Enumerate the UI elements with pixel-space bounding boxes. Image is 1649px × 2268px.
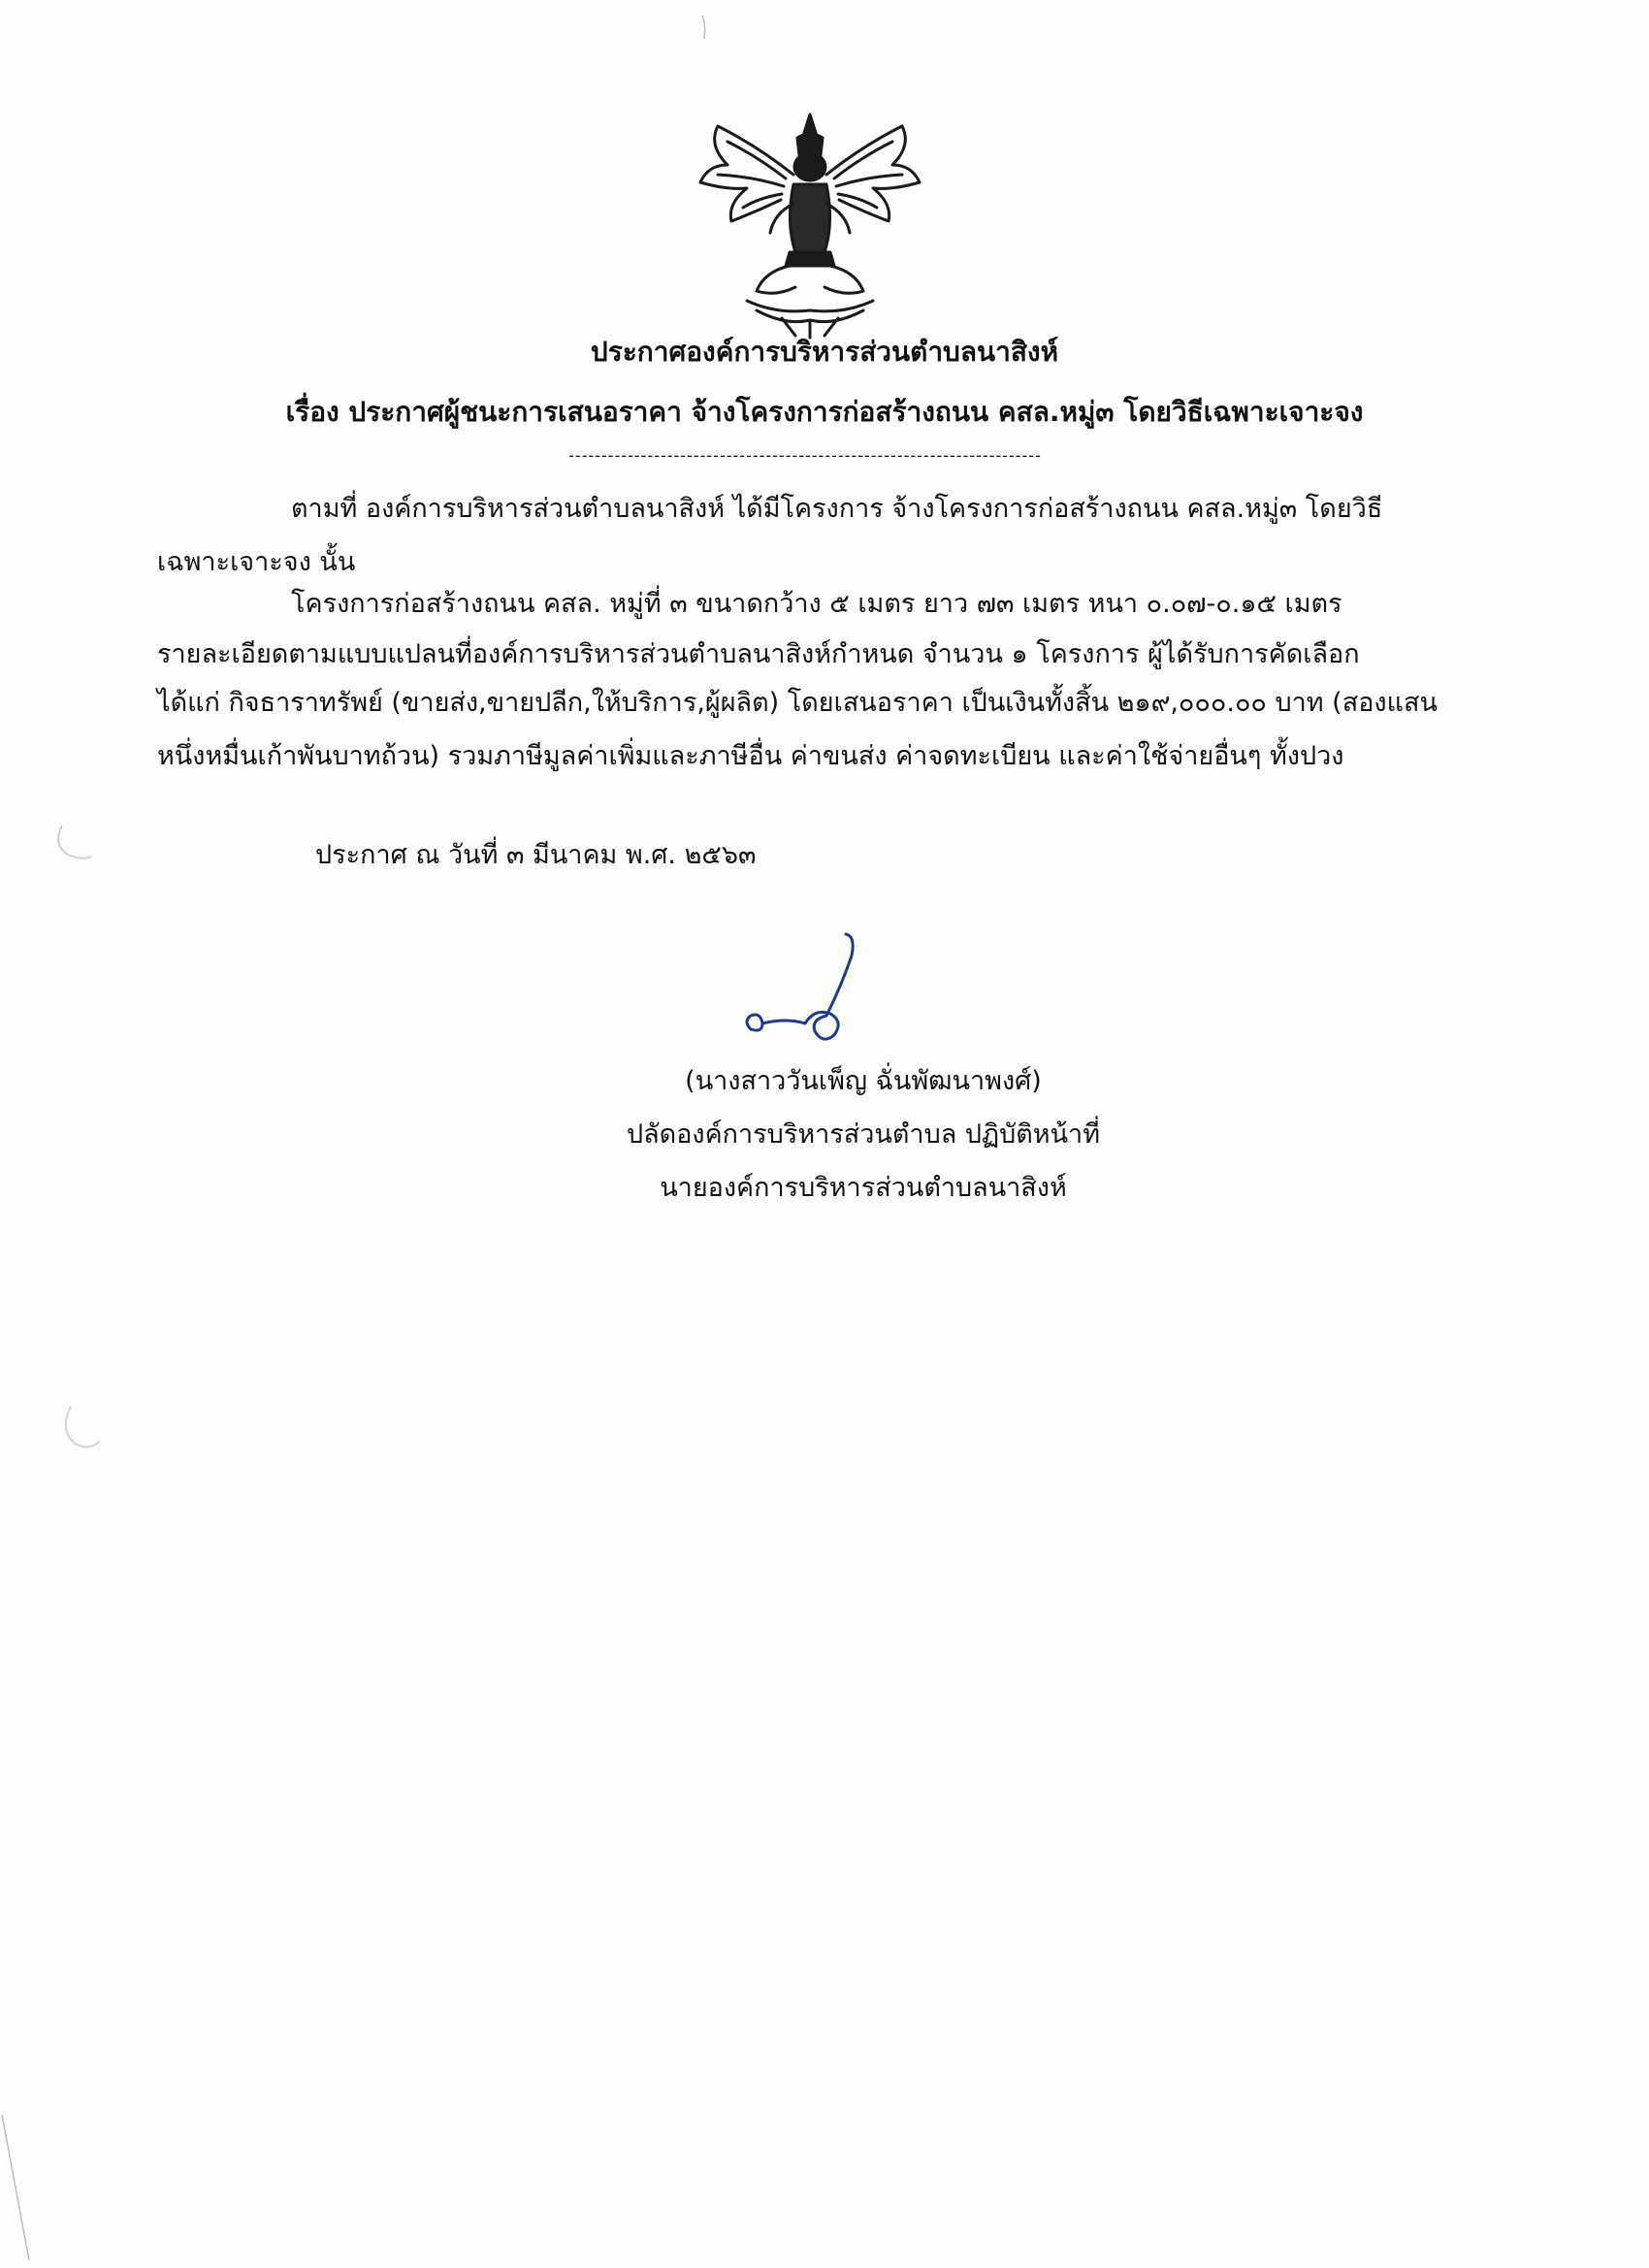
handwritten-signature-icon bbox=[737, 926, 883, 1053]
paragraph-2-line-1: โครงการก่อสร้างถนน คสล. หมู่ที่ ๓ ขนาดกว้าง ๕ เมตร ยาว ๗๓ เมตร หนา ๐.๐๗-๐.๑๕ เมตร bbox=[291, 589, 1342, 619]
paragraph-2-line-3: ได้แก่ กิจธาราทรัพย์ (ขายส่ง,ขายปลีก,ให้บริการ,ผู้ผลิต) โดยเสนอราคา เป็นเงินทั้งสิ้น ๒๑๙,๐๐๐.๐๐ บาท (สองแสน bbox=[157, 688, 1438, 718]
scan-artifact-icon bbox=[48, 820, 116, 868]
paragraph-2-line-4: หนึ่งหมื่นเก้าพันบาทถ้วน) รวมภาษีมูลค่าเพิ่มและภาษีอื่น ค่าขนส่ง ค่าจดทะเบียน และค่าใช้จ่ายอื่นๆ ทั้งปวง bbox=[157, 741, 1344, 771]
scan-artifact-icon bbox=[0, 2105, 39, 2268]
signatory-position-1: ปลัดองค์การบริหารส่วนตำบล ปฏิบัติหน้าที่ bbox=[626, 1119, 1100, 1150]
announcement-date: ประกาศ ณ วันที่ ๓ มีนาคม พ.ศ. ๒๕๖๓ bbox=[315, 840, 757, 870]
scan-artifact-icon bbox=[53, 1397, 121, 1465]
paragraph-1-line-2: เฉพาะเจาะจง นั้น bbox=[157, 547, 356, 577]
paragraph-2-line-2: รายละเอียดตามแบบแปลนที่องค์การบริหารส่วนตำบลนาสิงห์กำหนด จำนวน ๑ โครงการ ผู้ได้รับการคัดเลือก bbox=[157, 639, 1360, 669]
paragraph-1-line-1: ตามที่ องค์การบริหารส่วนตำบลนาสิงห์ ได้มีโครงการ จ้างโครงการก่อสร้างถนน คสล.หมู่๓ โดยวิธี bbox=[291, 494, 1383, 524]
scan-artifact-icon bbox=[698, 14, 712, 43]
garuda-emblem-icon bbox=[689, 107, 931, 340]
separator-line: ------------------------------------------------------------------------ bbox=[568, 446, 1042, 465]
announcement-title: ประกาศองค์การบริหารส่วนตำบลนาสิงห์ bbox=[590, 336, 1059, 368]
announcement-subject: เรื่อง ประกาศผู้ชนะการเสนอราคา จ้างโครงการก่อสร้างถนน คสล.หมู่๓ โดยวิธีเฉพาะเจาะจง bbox=[285, 396, 1364, 428]
signatory-name: (นางสาววันเพ็ญ ฉั่นพัฒนาพงศ์) bbox=[685, 1066, 1042, 1096]
signatory-position-2: นายองค์การบริหารส่วนตำบลนาสิงห์ bbox=[660, 1173, 1067, 1203]
